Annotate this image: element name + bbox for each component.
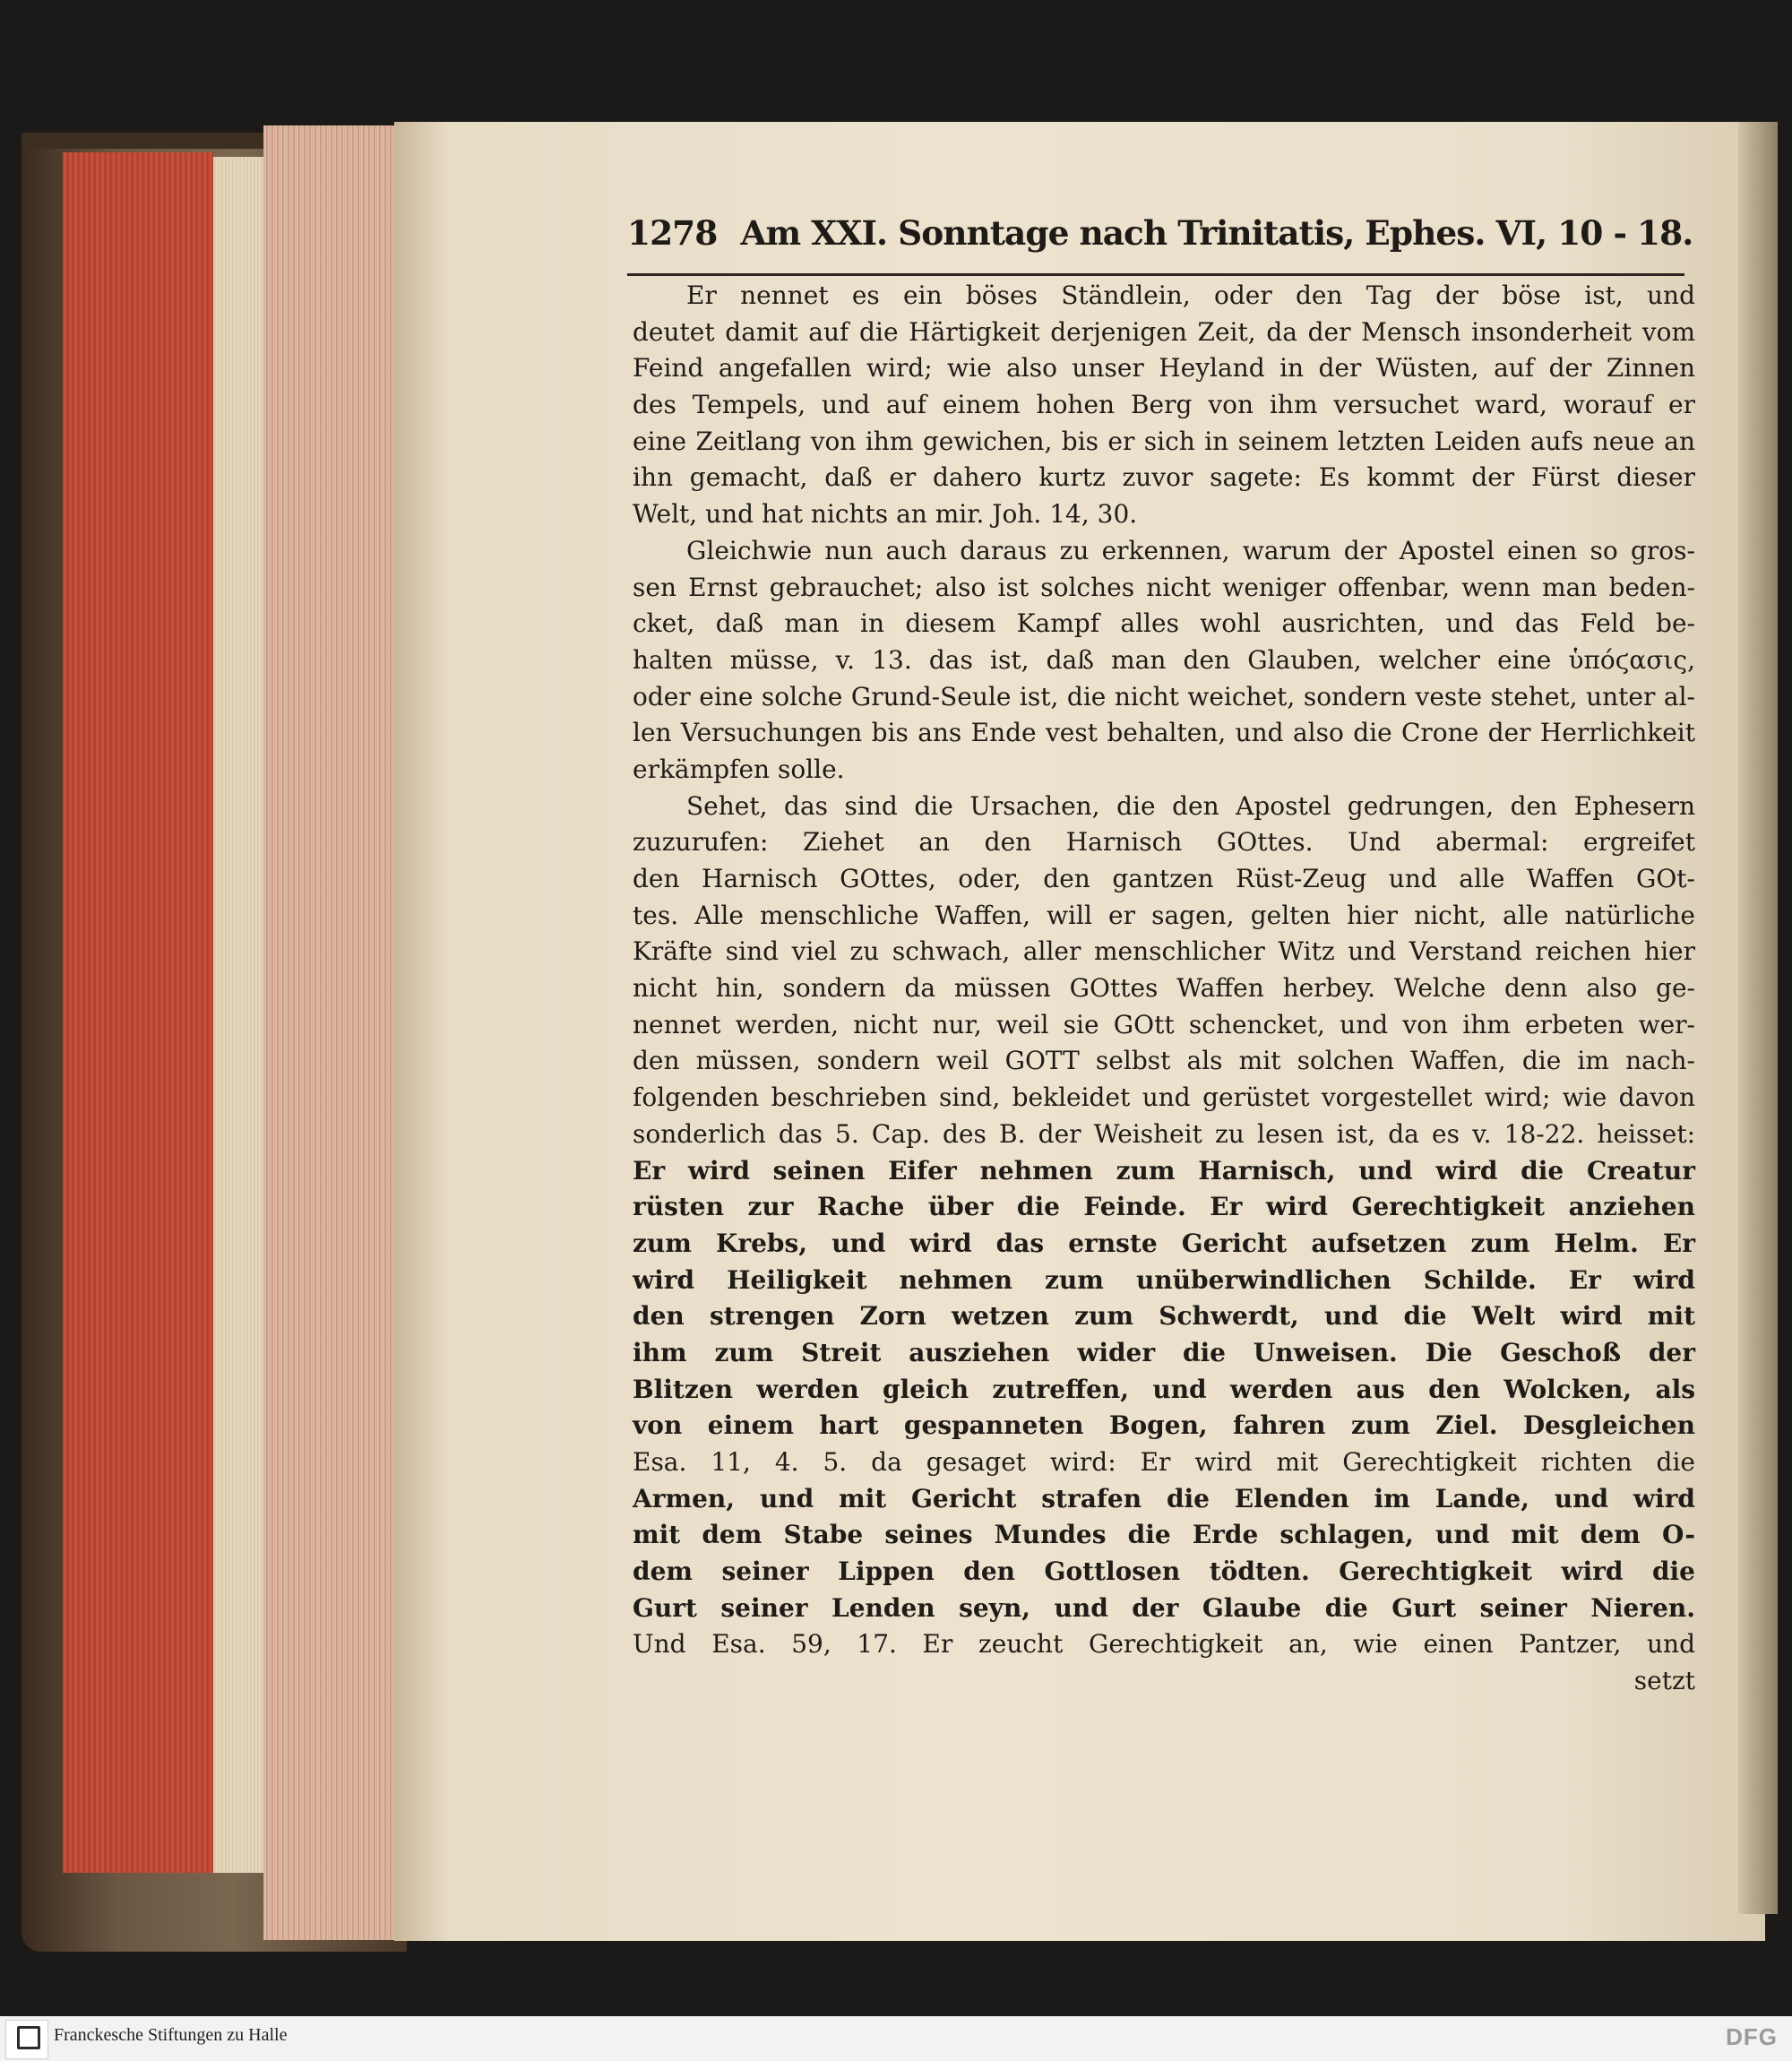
text-line: len Versuchungen bis ans Ende vest behalten, und also die Crone der Herrlichkeit [633,718,1695,748]
text-line: deutet damit auf die Härtigkeit derjenigen Zeit, da der Mensch insonderheit vom [633,316,1695,347]
text-line: Und Esa. 59, 17. Er zeucht Gerechtigkeit an, wie einen Pantzer, und [633,1629,1695,1660]
text-line: Er wird seinen Eifer nehmen zum Harnisch, und wird die Creatur [633,1155,1695,1186]
text-line: tes. Alle menschliche Waffen, will er sagen, gelten hier nicht, alle natürliche [633,900,1695,930]
text-line: nennet werden, nicht nur, weil sie GOtt schencket, und von ihm erbeten wer- [633,1009,1695,1039]
text-line: von einem hart gespanneten Bogen, fahren zum Ziel. Desgleichen [633,1410,1695,1441]
text-line: erkämpfen solle. [633,754,845,784]
text-line: nicht hin, sondern da müssen GOttes Waffen herbey. Welche denn also ge- [633,973,1695,1004]
text-line: ihn gemacht, daß er dahero kurtz zuvor sagete: Es kommt der Fürst dieser [633,462,1695,493]
institution-logo [5,2020,48,2059]
text-line: halten müsse, v. 13. das ist, daß man den Glauben, welcher eine ὑπόϛασις, [633,644,1695,675]
catchword: setzt [1633,1666,1695,1696]
text-line: Gurt seiner Lenden seyn, und der Glaube die Gurt seiner Nieren. [633,1592,1695,1623]
text-line: Sehet, das sind die Ursachen, die den Apostel gedrungen, den Ephesern [686,790,1695,821]
text-line: Gleichwie nun auch daraus zu erkennen, warum der Apostel einen so gros- [686,535,1695,565]
text-line: Feind angefallen wird; wie also unser Heyland in der Wüsten, auf der Zinnen [633,353,1695,384]
text-line: Welt, und hat nichts an mir. Joh. 14, 30. [633,499,1138,530]
running-title: Am XXI. Sonntage nach Trinitatis, Ephes. VI, 10 - 18. [740,213,1693,253]
text-line: cket, daß man in diesem Kampf alles wohl ausrichten, und das Feld be- [633,608,1695,639]
page-gutter-right [1738,122,1778,1914]
text-line: wird Heiligkeit nehmen zum unüberwindlichen Schilde. Er wird [633,1264,1695,1295]
text-line: zuzurufen: Ziehet an den Harnisch GOttes. Und abermal: ergreifet [633,827,1695,858]
text-line: Esa. 11, 4. 5. da gesaget wird: Er wird mit Gerechtigkeit richten die [633,1447,1695,1477]
text-line: rüsten zur Rache über die Feinde. Er wird Gerechtigkeit anziehen [633,1192,1695,1222]
page-number: 1278 [627,213,718,253]
viewer-footer [0,2016,1792,2061]
text-line: sonderlich das 5. Cap. des B. der Weisheit zu lesen ist, da es v. 18-22. heisset: [633,1118,1695,1149]
text-line: Blitzen werden gleich zutreffen, und werden aus den Wolcken, als [633,1374,1695,1404]
text-line: oder eine solche Grund-Seule ist, die nicht weichet, sondern veste stehet, unter al- [633,681,1695,711]
text-line: Er nennet es ein böses Ständlein, oder den Tag der böse ist, und [686,280,1695,310]
text-line: folgenden beschrieben sind, bekleidet und gerüstet vorgestellet wird; wie davon [633,1082,1695,1113]
text-line: ihm zum Streit ausziehen wider die Unweisen. Die Geschoß der [633,1337,1695,1367]
text-line: des Tempels, und auf einem hohen Berg von ihm versuchet ward, worauf er [633,390,1695,420]
cream-page-edges [213,157,263,1873]
page-header [627,213,1693,271]
text-line: den strengen Zorn wetzen zum Schwerdt, und die Welt wird mit [633,1301,1695,1332]
text-line: den müssen, sondern weil GOTT selbst als mit solchen Waffen, die im nach- [633,1046,1695,1076]
body-text [633,278,1695,1700]
stacked-page-edges [263,125,394,1940]
text-line: sen Ernst gebrauchet; also ist solches nicht weniger offenbar, wenn man beden- [633,572,1695,602]
text-line: eine Zeitlang von ihm gewichen, bis er sich in seinem letzten Leiden aufs neue an [633,426,1695,456]
institution-name: Franckesche Stiftungen zu Halle [54,2025,288,2045]
dfg-badge: DFG [1726,2023,1778,2050]
logo-icon [17,2026,40,2049]
text-line: Kräfte sind viel zu schwach, aller menschlicher Witz und Verstand reichen hier [633,936,1695,967]
text-line: Armen, und mit Gericht strafen die Elenden im Lande, und wird [633,1483,1695,1513]
text-line: dem seiner Lippen den Gottlosen tödten. Gerechtigkeit wird die [633,1557,1695,1587]
text-line: zum Krebs, und wird das ernste Gericht aufsetzen zum Helm. Er [633,1228,1695,1258]
red-page-edges [63,152,213,1873]
text-line: den Harnisch GOttes, oder, den gantzen Rüst-Zeug und alle Waffen GOt- [633,864,1695,893]
header-rule [627,273,1684,276]
text-line: mit dem Stabe seines Mundes die Erde schlagen, und mit dem O- [633,1520,1695,1550]
